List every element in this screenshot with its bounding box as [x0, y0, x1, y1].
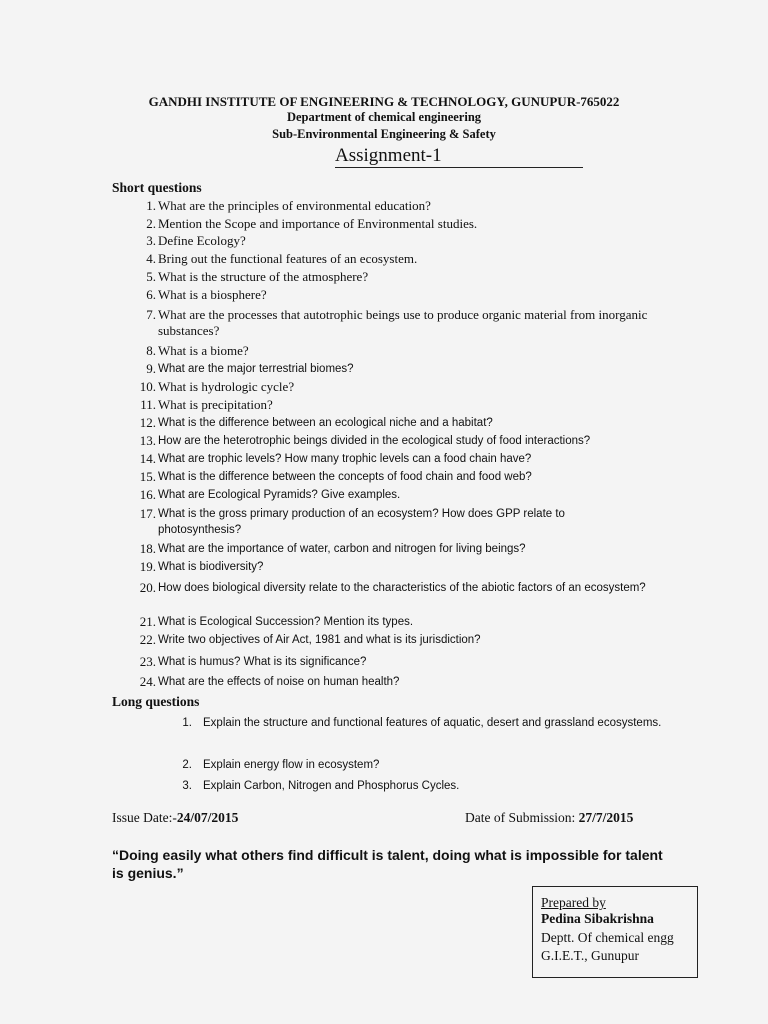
item-number: 12. — [139, 415, 156, 430]
item-text: What are the processes that autotrophic beings use to produce organic material from inorganic substances? — [158, 307, 648, 338]
item-number: 17. — [139, 506, 156, 521]
submission-date-value: 27/7/2015 — [578, 810, 634, 825]
issue-date — [112, 810, 238, 826]
item-text: Explain Carbon, Nitrogen and Phosphorus Cycles. — [203, 780, 460, 792]
assignment-title: Assignment-1 — [335, 144, 583, 168]
item-text: What is the structure of the atmosphere? — [158, 269, 369, 284]
item-number: 11. — [140, 397, 156, 412]
item-text: Bring out the functional features of an ecosystem. — [158, 251, 418, 266]
submission-date-label: Date of Submission: — [465, 810, 579, 825]
item-text: Explain the structure and functional features of aquatic, desert and grassland ecosystems. — [203, 717, 662, 729]
item-number: 2. — [182, 759, 192, 771]
issue-date-label: Issue Date:- — [112, 810, 177, 825]
author-institute: G.I.E.T., Gunupur — [541, 948, 639, 963]
item-number: 5. — [146, 269, 156, 284]
item-text: Explain energy flow in ecosystem? — [203, 759, 380, 771]
short-questions-heading: Short questions — [112, 180, 202, 195]
item-text: What is Ecological Succession? Mention its types. — [158, 616, 414, 628]
item-number: 6. — [146, 287, 156, 302]
item-text: What is the difference between the concepts of food chain and food web? — [158, 471, 532, 483]
item-number: 1. — [146, 198, 156, 213]
item-text: What is hydrologic cycle? — [158, 379, 295, 394]
author-name: Pedina Sibakrishna — [541, 911, 654, 926]
item-text: What are Ecological Pyramids? Give examples. — [158, 489, 401, 501]
item-number: 9. — [146, 361, 156, 376]
item-text: What is the gross primary production of an ecosystem? How does GPP relate to photosynthesis? — [158, 508, 565, 536]
item-number: 16. — [139, 487, 156, 502]
item-text: What is biodiversity? — [158, 561, 264, 573]
item-text: What is precipitation? — [158, 397, 273, 412]
quote: “Doing easily what others find difficult is talent, doing what is impossible for talent is genius.” — [112, 847, 663, 881]
item-text: What is a biome? — [158, 343, 249, 358]
item-text: Write two objectives of Air Act, 1981 and what is its jurisdiction? — [158, 634, 481, 646]
prepared-by-label: Prepared by — [541, 895, 606, 910]
item-number: 3. — [182, 780, 192, 792]
issue-date-value: 24/07/2015 — [176, 810, 239, 825]
item-text: What is the difference between an ecological niche and a habitat? — [158, 417, 493, 429]
item-number: 14. — [139, 451, 156, 466]
item-number: 3. — [146, 233, 156, 248]
item-number: 19. — [139, 559, 156, 574]
item-number: 2. — [146, 216, 156, 231]
item-number: 23. — [139, 654, 156, 669]
item-text: What are the major terrestrial biomes? — [158, 363, 354, 375]
item-number: 4. — [146, 251, 156, 266]
prepared-by-box — [532, 886, 698, 978]
item-text: What is a biosphere? — [158, 287, 267, 302]
item-text: What is humus? What is its significance? — [158, 656, 367, 668]
item-text: How does biological diversity relate to the characteristics of the abiotic factors of an ecosystem? — [158, 582, 646, 594]
item-text: What are the importance of water, carbon and nitrogen for living beings? — [158, 543, 526, 555]
item-number: 15. — [139, 469, 156, 484]
item-number: 20. — [139, 580, 156, 595]
item-number: 8. — [146, 343, 156, 358]
long-questions-heading: Long questions — [112, 694, 200, 709]
department-title: Department of chemical engineering — [286, 110, 482, 124]
item-text: Mention the Scope and importance of Environmental studies. — [158, 216, 478, 231]
item-number: 13. — [139, 433, 156, 448]
author-department: Deptt. Of chemical engg — [541, 930, 674, 945]
item-number: 24. — [139, 674, 156, 689]
item-text: What are the effects of noise on human health? — [158, 676, 400, 688]
item-text: What are trophic levels? How many trophic levels can a food chain have? — [158, 453, 532, 465]
item-text: What are the principles of environmental education? — [158, 198, 431, 213]
institute-title: GANDHI INSTITUTE OF ENGINEERING & TECHNOLOGY, GUNUPUR-765022 — [148, 94, 620, 109]
item-text: How are the heterotrophic beings divided in the ecological study of food interactions? — [158, 435, 591, 447]
item-text: Define Ecology? — [158, 233, 246, 248]
item-number: 22. — [139, 632, 156, 647]
submission-date — [465, 810, 633, 826]
subject-title: Sub-Environmental Engineering & Safety — [272, 127, 496, 141]
item-number: 1. — [182, 717, 192, 729]
item-number: 10. — [139, 379, 156, 394]
item-number: 7. — [146, 307, 156, 322]
item-number: 18. — [139, 541, 156, 556]
item-number: 21. — [139, 614, 156, 629]
